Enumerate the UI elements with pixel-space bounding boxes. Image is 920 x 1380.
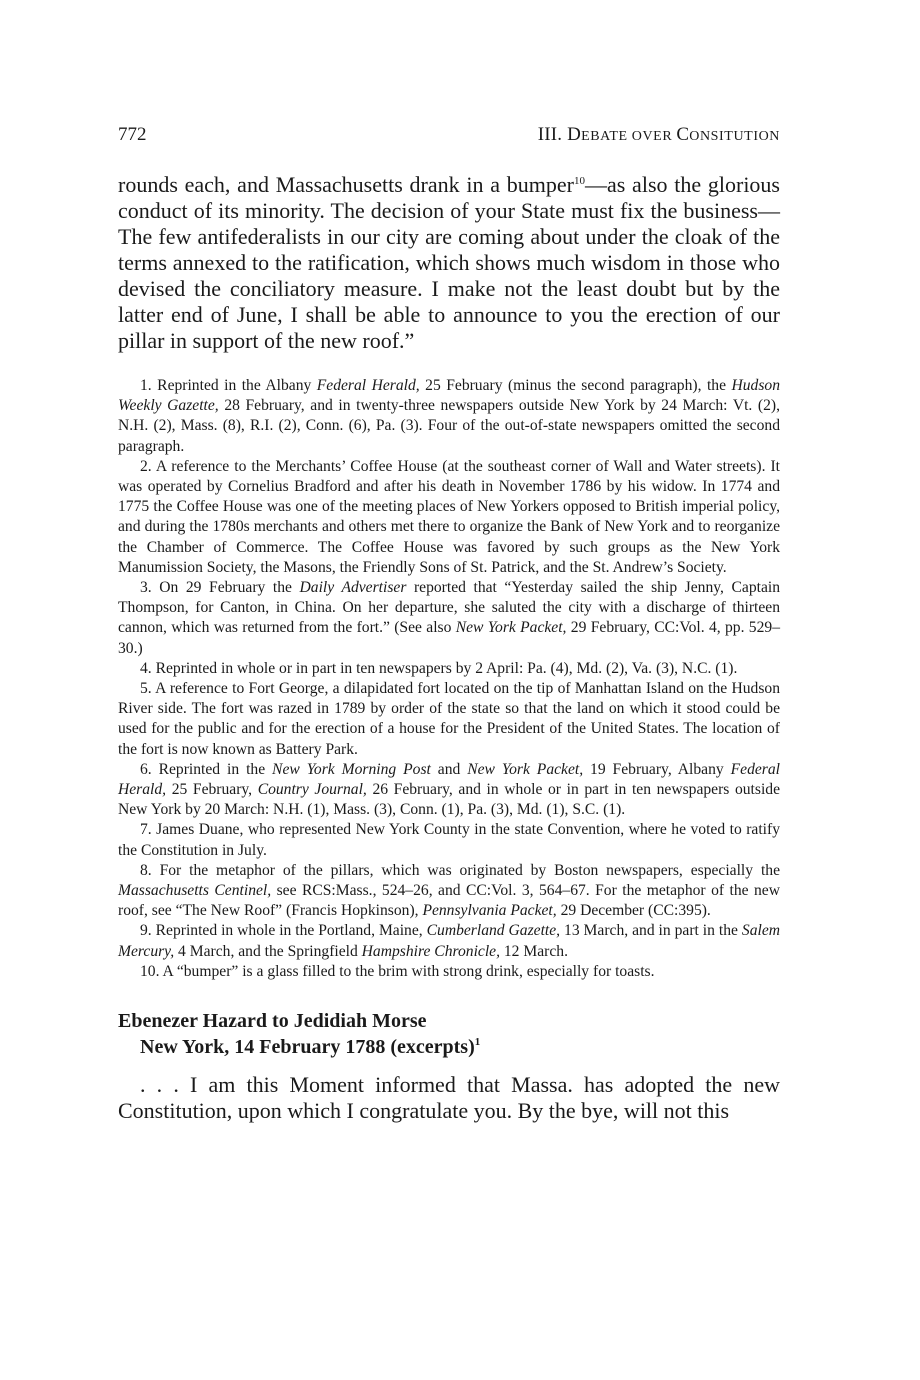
note-3: 3. On 29 February the Daily Advertiser reported that “Yesterday sailed the ship Jenny, Captain Thompson, for Canton, in China. On her departure, she saluted the city with a discharge of thirteen cannon, which was returned from the fort.” (See also New York Packet, 29 February, CC:Vol. 4, pp. 529–30.): [118, 579, 781, 657]
heading-line-2: New York, 14 February 1788 (excerpts)$^1$: [140, 1036, 481, 1059]
note-5: 5. A reference to Fort George, a dilapidated fort located on the tip of Manhattan Island on the Hudson River side. The fort was razed in 1789 by order of the state so that the land on which it stood could be used for the public and for the erection of a house for the President of the United States. The location of the fort is now known as Battery Park.: [118, 680, 780, 758]
running-head-c: C: [676, 124, 690, 145]
body-text-2: —as also the glorious conduct of its minority. The decision of your State must fix the business—The few antifederalists in our city are coming about under the cloak of the terms annexed to the ratification, which shows much wisdom in those who devised the conciliatory measure. I make not the least doubt but by the latter end of June, I shall be able to announce to you the erection of our pillar in support of the new roof.”: [118, 172, 780, 353]
running-head-end: ONSITUTION: [689, 129, 780, 144]
body-paragraph: [118, 172, 780, 354]
note-1: 1. Reprinted in the Albany Federal Herald, 25 February (minus the second paragraph), the Hudson Weekly Gazette, 28 February, and in twenty-three newspapers outside New York by 24 March: Vt. (2), N.H. (2), Mass. (8), R.I. (2), Conn. (6), Pa. (3). Four of the out-of-state newspapers omitted the second paragraph.: [118, 377, 781, 455]
running-head-rest: EBATE OVER: [581, 129, 677, 144]
running-head: [538, 124, 780, 146]
note-9: 9. Reprinted in whole in the Portland, Maine, Cumberland Gazette, 13 March, and in part in the Salem Mercury, 4 March, and the Springfield Hampshire Chronicle, 12 March.: [118, 922, 780, 960]
note-4: 4. Reprinted in whole or in part in ten newspapers by 2 April: Pa. (4), Md. (2), Va. (3), N.C. (1).: [140, 659, 738, 677]
document-page: [118, 124, 780, 1146]
footnote-ref: 10: [573, 175, 585, 187]
heading-footnote-ref: 1: [474, 1036, 481, 1049]
note-8: 8. For the metaphor of the pillars, which was originated by Boston newspapers, especially the Massachusetts Centinel, see RCS:Mass., 524–26, and CC:Vol. 3, 564–67. For the metaphor of the new roof, see “The New Roof” (Francis Hopkinson), Pennsylvania Packet, 29 December (CC:395).: [118, 861, 780, 920]
note-6: 6. Reprinted in the New York Morning Post and New York Packet, 19 February, Albany Federal Herald, 25 February, Country Journal, 26 February, and in whole or in part in ten newspapers outside New York by 20 March: N.H. (1), Mass. (3), Conn. (1), Pa. (3), Md. (1), S.C. (1).: [118, 760, 781, 819]
endnotes: [118, 376, 780, 982]
letter-text: . . . I am this Moment informed that Massa. has adopted the new Constitution, upon which I congratulate you. By the bye, will not this: [118, 1072, 780, 1124]
running-head-lead: III. D: [537, 124, 582, 145]
page-number: 772: [118, 124, 147, 145]
note-2: 2. A reference to the Merchants’ Coffee House (at the southeast corner of Wall and Water streets). It was operated by Cornelius Bradford and after his death in November 1786 by his widow. In 1774 and 1775 the Coffee House was one of the meeting places of New Yorkers opposed to British imperial policy, and during the 1780s merchants and others met there to organize the Bank of New York and to reorganize the Chamber of Commerce. The Coffee House was favored by such groups as the New York Manumission Society, the Masons, the Friendly Sons of St. Patrick, and the St. Andrew’s Society.: [118, 457, 780, 576]
body-text-1: rounds each, and Massachusetts drank in a bumper: [118, 172, 574, 197]
document-heading: [118, 1008, 780, 1060]
note-7: 7. James Duane, who represented New York County in the state Convention, where he voted to ratify the Constitution in July.: [118, 821, 780, 859]
note-10: 10. A “bumper” is a glass filled to the brim with strong drink, especially for toasts.: [140, 962, 655, 980]
page-header: [118, 124, 780, 152]
heading-line-1: Ebenezer Hazard to Jedidiah Morse: [118, 1010, 427, 1033]
